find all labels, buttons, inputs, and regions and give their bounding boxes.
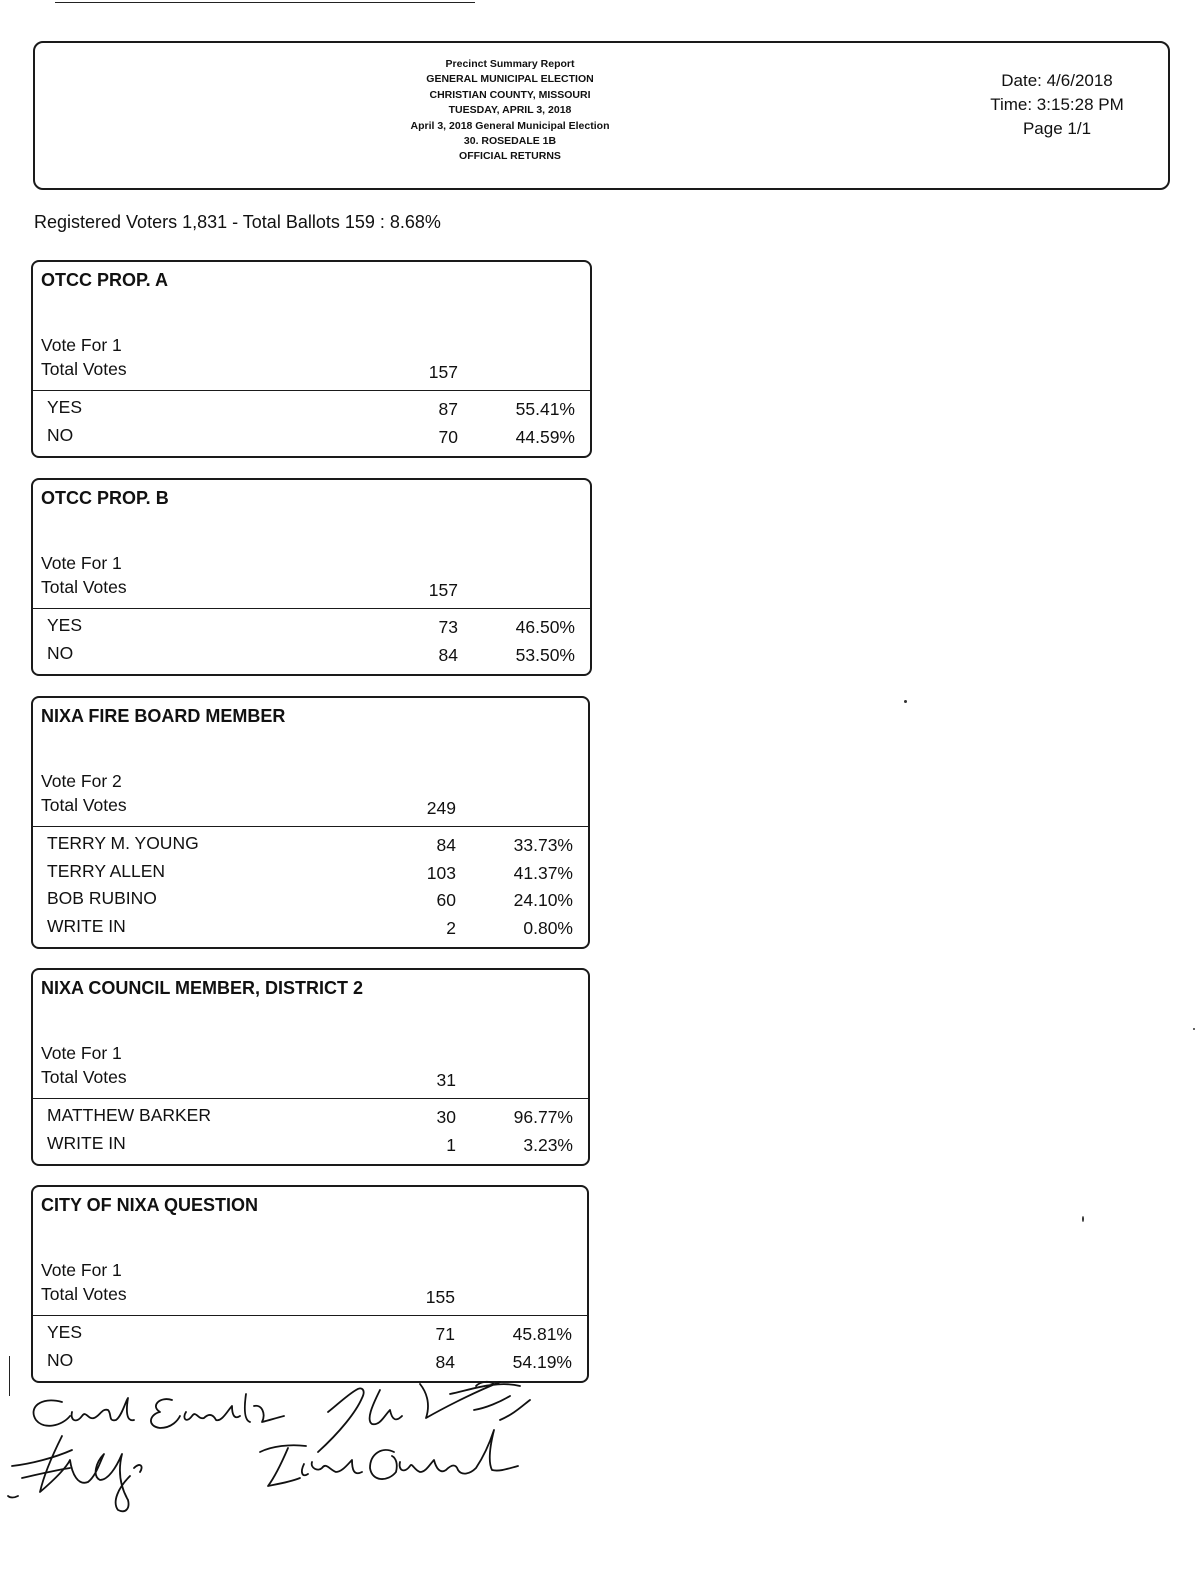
contest-title: NIXA COUNCIL MEMBER, DISTRICT 2 — [41, 978, 364, 998]
choice-votes: 2 — [446, 917, 456, 938]
scan-speck — [904, 700, 907, 703]
choice-votes: 70 — [438, 426, 458, 447]
total-votes-label: Total Votes — [41, 795, 127, 815]
choice-row — [33, 886, 588, 914]
report-title-block — [365, 57, 655, 165]
choice-percent: 53.50% — [515, 644, 575, 665]
choice-percent: 24.10% — [513, 890, 573, 910]
total-votes-value: 31 — [436, 1070, 456, 1090]
page-number: Page 1/1 — [1022, 119, 1092, 138]
choice-votes: 30 — [436, 1107, 456, 1127]
choice-name: YES — [47, 397, 83, 417]
signature-stroke — [260, 1445, 362, 1486]
contest-box — [31, 968, 590, 1166]
choice-name: TERRY ALLEN — [47, 860, 166, 881]
choice-list — [33, 827, 588, 947]
choice-percent: 54.19% — [512, 1351, 572, 1372]
total-votes-value: 157 — [428, 580, 458, 600]
choice-row — [33, 641, 590, 669]
contest-box — [31, 696, 590, 949]
choice-name: NO — [47, 642, 74, 663]
choice-votes: 87 — [438, 399, 458, 419]
choice-row — [33, 859, 588, 887]
report-time: Time: 3:15:28 PM — [990, 95, 1124, 114]
jurisdiction: CHRISTIAN COUNTY, MISSOURI — [429, 88, 591, 101]
choice-name: TERRY M. YOUNG — [47, 833, 199, 853]
total-votes-value: 249 — [426, 798, 456, 818]
choice-percent: 41.37% — [513, 862, 573, 883]
choice-percent: 55.41% — [515, 399, 575, 419]
report-meta — [952, 69, 1162, 141]
vote-for: Vote For 1 — [41, 1260, 122, 1280]
total-votes-label: Total Votes — [41, 359, 127, 379]
contest-header — [33, 480, 590, 609]
scan-speck — [1082, 1216, 1084, 1222]
contest-title: CITY OF NIXA QUESTION — [41, 1195, 259, 1215]
contest-title: NIXA FIRE BOARD MEMBER — [41, 706, 286, 726]
report-title: Precinct Summary Report — [445, 58, 575, 70]
report-date: Date: 4/6/2018 — [1001, 71, 1113, 90]
choice-name: MATTHEW BARKER — [47, 1105, 211, 1125]
election-full-name: April 3, 2018 General Municipal Election — [410, 119, 610, 132]
choice-row — [33, 423, 590, 451]
contest-header — [33, 1187, 587, 1316]
choice-row — [33, 1320, 587, 1348]
signature-stroke — [370, 1430, 518, 1479]
vote-for: Vote For 1 — [41, 1043, 122, 1063]
contest-header — [33, 262, 590, 391]
signature-stroke — [318, 1382, 530, 1452]
choice-percent: 0.80% — [523, 917, 573, 938]
choice-percent: 46.50% — [515, 617, 575, 637]
choice-name: YES — [47, 615, 83, 635]
contest-box — [31, 260, 592, 458]
choice-votes: 73 — [438, 617, 458, 637]
choice-name: WRITE IN — [47, 915, 126, 936]
choice-row — [33, 831, 588, 859]
choice-row — [33, 1103, 588, 1131]
choice-votes: 71 — [435, 1324, 455, 1344]
choice-row — [33, 914, 588, 942]
choice-name: BOB RUBINO — [47, 888, 157, 908]
choice-name: WRITE IN — [47, 1132, 126, 1153]
vote-for: Vote For 1 — [41, 553, 122, 573]
signature-stroke — [151, 1394, 284, 1428]
election-name: GENERAL MUNICIPAL ELECTION — [426, 73, 594, 86]
contest-box — [31, 478, 592, 676]
choice-name: YES — [47, 1322, 83, 1342]
contest-title: OTCC PROP. B — [41, 488, 169, 508]
total-votes-label: Total Votes — [41, 1284, 127, 1304]
choice-votes: 103 — [426, 862, 456, 883]
choice-votes: 84 — [438, 644, 458, 665]
choice-list — [33, 391, 590, 456]
total-votes-value: 157 — [428, 362, 458, 382]
choice-percent: 33.73% — [513, 835, 573, 855]
choice-percent: 44.59% — [515, 426, 575, 447]
choice-votes: 1 — [446, 1134, 456, 1155]
choice-votes: 60 — [436, 890, 456, 910]
choice-percent: 45.81% — [512, 1324, 572, 1344]
choice-list — [33, 1099, 588, 1164]
choice-votes: 84 — [436, 835, 456, 855]
choice-name: NO — [47, 1349, 74, 1370]
registered-voters-summary: Registered Voters 1,831 - Total Ballots 159 : 8.68% — [34, 212, 441, 232]
total-votes-value: 155 — [425, 1287, 455, 1307]
precinct-name: 30. ROSEDALE 1B — [463, 135, 557, 148]
contest-header — [33, 698, 588, 827]
official-signatures — [0, 1350, 620, 1520]
contest-header — [33, 970, 588, 1099]
vote-for: Vote For 2 — [41, 771, 122, 791]
total-votes-label: Total Votes — [41, 1067, 127, 1087]
choice-percent: 96.77% — [513, 1107, 573, 1127]
choice-row — [33, 395, 590, 423]
choice-percent: 3.23% — [523, 1134, 573, 1155]
choice-name: NO — [47, 424, 74, 445]
total-votes-label: Total Votes — [41, 577, 127, 597]
choice-row — [33, 1131, 588, 1159]
vote-for: Vote For 1 — [41, 335, 122, 355]
choice-row — [33, 613, 590, 641]
returns-status: OFFICIAL RETURNS — [459, 150, 561, 163]
choice-votes: 84 — [435, 1351, 455, 1372]
top-rule — [55, 2, 475, 3]
signature-stroke — [12, 1436, 142, 1511]
election-date: TUESDAY, APRIL 3, 2018 — [448, 104, 572, 117]
scan-speck — [1193, 1028, 1195, 1030]
report-header — [33, 41, 1170, 190]
signature-stroke — [34, 1398, 134, 1426]
choice-list — [33, 609, 590, 674]
contest-title: OTCC PROP. A — [41, 270, 169, 290]
